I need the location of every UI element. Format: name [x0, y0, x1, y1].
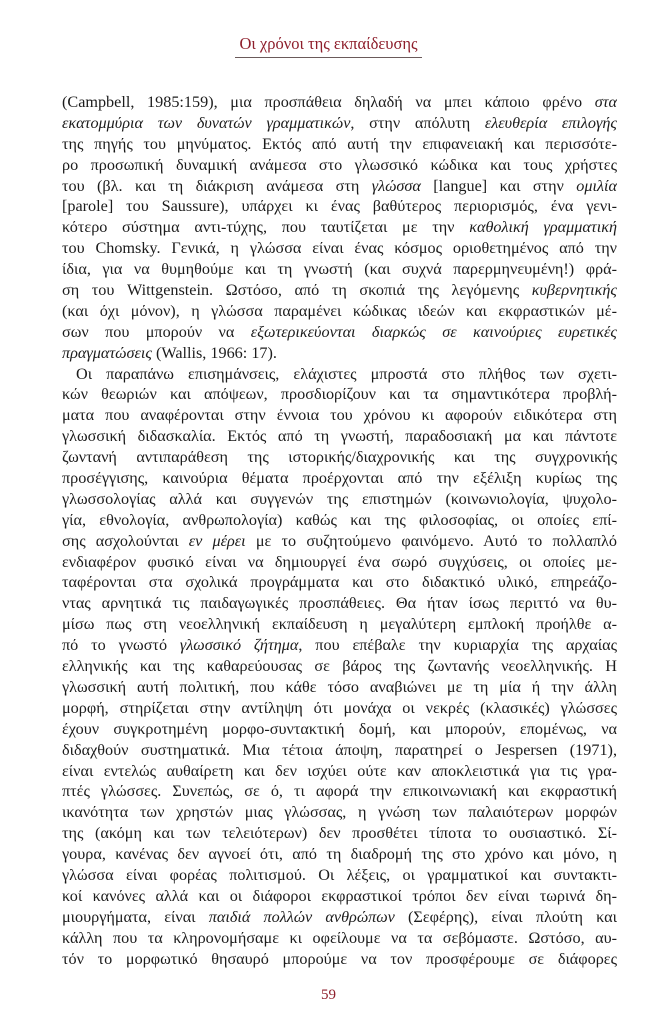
italic-text: γλώσσα	[371, 176, 421, 195]
text-run: ενδιαφέρον φυσικό είναι να δημιουργεί ένα σωρό συγχύσεις, οι οποίες με-	[62, 552, 617, 571]
italic-text: γλωσσικό ζήτημα	[179, 636, 299, 655]
text-line	[62, 301, 617, 322]
text-run: μίσω πως στη νεοελληνική εκπαίδευση η μεγαλύτερη εμπλοκή προήλθε α-	[62, 615, 617, 634]
italic-text: ομιλία	[576, 176, 617, 195]
text-line	[62, 865, 617, 886]
running-head	[0, 34, 657, 58]
text-run: γουρα, κανένας δεν αγνοεί ότι, από τη διαδρομή της στο χρόνο και μόνο, η	[62, 845, 617, 864]
text-line	[62, 781, 617, 802]
text-line	[62, 113, 617, 134]
text-run: κοί κανόνες αλλά και οι διάφοροι εκφραστικοί τρόποι δεν είναι τωρινά δη-	[62, 886, 617, 905]
text-run: γλώσσα είναι φορέας πολιτισμού. Οι λέξεις, οι γραμματικοί και συντακτι-	[62, 865, 617, 884]
text-run: του Chomsky. Γενικά, η γλώσσα είναι ένας κόσμος οριοθετημένος από την	[62, 239, 617, 258]
text-run: (Wallis, 1966: 17).	[151, 343, 277, 362]
text-run: της πηγής του μηνύματος. Εκτός από αυτή την επιφανειακή και περισσότε-	[62, 134, 617, 153]
italic-text: εξωτερικεύονται διαρκώς σε καινούριες ευρετικές	[250, 322, 617, 341]
text-run: κών θεωριών και απόψεων, προσδιορίζουν και τα σημαντικότερα προβλή-	[62, 385, 617, 404]
text-run: ζωντανή αντιπαράθεση της ιστορικής/διαχρονικής και της συγχρονικής	[62, 448, 617, 467]
text-line	[62, 802, 617, 823]
text-run: σης ασχολούνται	[62, 531, 189, 550]
text-line	[62, 823, 617, 844]
text-run: Οι παραπάνω επισημάνσεις, ελάχιστες μπροστά στο πλήθος των σχετι-	[76, 364, 617, 383]
text-line	[62, 656, 617, 677]
text-line	[62, 635, 617, 656]
text-run: ματα που αναφέρονται στην έννοια του χρόνου κι αφορούν ειδικότερα στη	[62, 406, 617, 425]
text-run: έχουν συγκροτημένη μορφο-συντακτική δομή, και μπορούν, επομένως, να	[62, 719, 617, 738]
text-line	[62, 740, 617, 761]
text-line	[62, 259, 617, 280]
text-line	[62, 552, 617, 573]
text-run: ελληνικής και της καθαρεύουσας σε βάρος της ζωντανής νεοελληνικής. Η	[62, 657, 617, 676]
text-run: προσέγγισης, καινούρια θέματα προέρχονται από την εξέλιξη κυρίως της	[62, 469, 617, 488]
italic-text: πραγματώσεις	[62, 343, 152, 362]
text-line	[62, 238, 617, 259]
italic-text: καθολική γραμματική	[469, 218, 617, 237]
text-line	[62, 531, 617, 552]
text-run: διδαχθούν συστηματικά. Μια τέτοια άποψη, παρατηρεί ο Jespersen (1971),	[62, 740, 617, 759]
text-run: κότερο σύστημα αντι-τύχης, που ταυτίζεται με την	[62, 218, 470, 237]
text-run: (και όχι μόνον), η γλώσσα παραμένει κώδικας ιδεών και εκφραστικών μέ-	[62, 301, 617, 320]
italic-text: στα	[594, 93, 617, 111]
text-run: μορφή, στηρίζεται στην αντίληψη ότι μονάχα οι νεκρές (κλασικές) γλώσσες	[62, 698, 617, 717]
text-run: , που επέβαλε την κυριαρχία της αρχαίας	[298, 636, 617, 655]
text-line	[62, 405, 617, 426]
italic-text: εκατομμύρια των δυνατών γραμματικών	[62, 113, 351, 132]
text-line	[62, 489, 617, 510]
text-line	[62, 196, 617, 217]
text-line	[62, 844, 617, 865]
text-run: [parole] του Saussure), υπάρχει κι ένας βαθύτερος περιορισμός, ένα γενι-	[62, 197, 617, 216]
text-run: πτές γλώσσες. Συνεπώς, σε ό, τι αφορά την επικοινωνιακή και εκφραστική	[62, 782, 617, 801]
italic-text: εν μέρει	[188, 531, 246, 550]
text-run: γλωσσολογίας αλλά και συγγενών της επιστημών (κοινωνιολογία, ψυχολο-	[62, 489, 617, 508]
text-line	[62, 928, 617, 949]
text-run: τόν το μορφωτικό θησαυρό μπορούμε να τον προσφέρουμε σε διάφορες	[62, 949, 617, 968]
running-title: Οι χρόνοι της εκπαίδευσης	[235, 34, 421, 58]
text-line	[62, 949, 617, 970]
italic-text: ελευθερία επιλογής	[484, 113, 617, 132]
text-run: ση του Wittgenstein. Ωστόσο, από τη σκοπιά της λεγόμενης	[62, 281, 532, 300]
text-run: με το συζητούμενο φαινόμενο. Αυτό το πολλαπλό	[245, 531, 617, 550]
text-line	[62, 468, 617, 489]
text-line	[62, 343, 617, 364]
italic-text: παιδιά πολλών ανθρώπων	[208, 907, 395, 926]
body-text	[62, 92, 617, 969]
text-line	[62, 572, 617, 593]
text-run: γία, εθνολογία, ανθρωπολογία) καθώς και της φιλοσοφίας, οι οποίες επί-	[62, 510, 617, 529]
text-line	[62, 280, 617, 301]
text-run: ντας αρνητικά τις παιδαγωγικές προσπάθειες. Θα ήταν ίσως περιττό να θυ-	[62, 594, 617, 613]
text-run: , στην απόλυτη	[350, 113, 485, 132]
text-line	[62, 384, 617, 405]
text-line	[62, 907, 617, 928]
text-line	[62, 426, 617, 447]
text-line	[62, 698, 617, 719]
text-line	[62, 886, 617, 907]
text-line	[62, 134, 617, 155]
text-run: γλωσσική αυτή πολιτική, που κάθε τόσο αναβιώνει με τη μία ή την άλλη	[62, 677, 617, 696]
text-run: ικανότητα των χρηστών μιας γλώσσας, η γνώση των παλαιότερων μορφών	[62, 803, 617, 822]
paragraph-start-line	[62, 364, 617, 385]
text-run: του (βλ. και τη διάκριση ανάμεσα στη	[62, 176, 372, 195]
text-line	[62, 176, 617, 197]
text-line	[62, 92, 617, 113]
text-run: (Campbell, 1985:159), μια προσπάθεια δηλαδή να μπει κάποιο φρένο	[62, 93, 595, 111]
text-run: γλωσσική διδασκαλία. Εκτός από τη γνωστή, παραδοσιακή μα και πάντοτε	[62, 427, 617, 446]
text-run: ταφέρονται στα σχολικά προγράμματα και στο διδακτικό υλικό, επηρεάζο-	[62, 573, 617, 592]
text-line	[62, 761, 617, 782]
text-run: είναι εντελώς αυθαίρετη και δεν ισχύει ούτε καν αποκλειστικά για τις γρα-	[62, 761, 617, 780]
text-run: [langue] και στην	[420, 176, 577, 195]
text-run: σων που μπορούν να	[62, 322, 251, 341]
text-run: ρο προσωπική δυναμική ανάμεσα στο γλωσσικό κώδικα και τους χρήστες	[62, 155, 617, 174]
text-run: πό το γνωστό	[62, 636, 180, 655]
italic-text: κυβερνητικής	[531, 281, 617, 300]
text-line	[62, 719, 617, 740]
text-line	[62, 510, 617, 531]
text-run: ίδια, για να θυμηθούμε και τη γνωστή (και συχνά παρερμηνευμένη!) φρά-	[62, 260, 617, 279]
text-run: (Σεφέρης), είναι πλούτη και	[394, 907, 617, 926]
text-line	[62, 155, 617, 176]
page-number: 59	[321, 987, 336, 1003]
text-line	[62, 593, 617, 614]
text-line	[62, 322, 617, 343]
text-run: μιουργήματα, είναι	[62, 907, 209, 926]
text-line	[62, 217, 617, 238]
text-line	[62, 677, 617, 698]
text-run: κάλλη που τα κληρονομήσαμε κι οφείλουμε να τα σεβόμαστε. Ωστόσο, αυ-	[62, 928, 617, 947]
text-run: της (ακόμη και των τελειότερων) δεν προσθέτει τίποτα το ουσιαστικό. Σί-	[62, 824, 617, 843]
text-line	[62, 614, 617, 635]
text-line	[62, 447, 617, 468]
